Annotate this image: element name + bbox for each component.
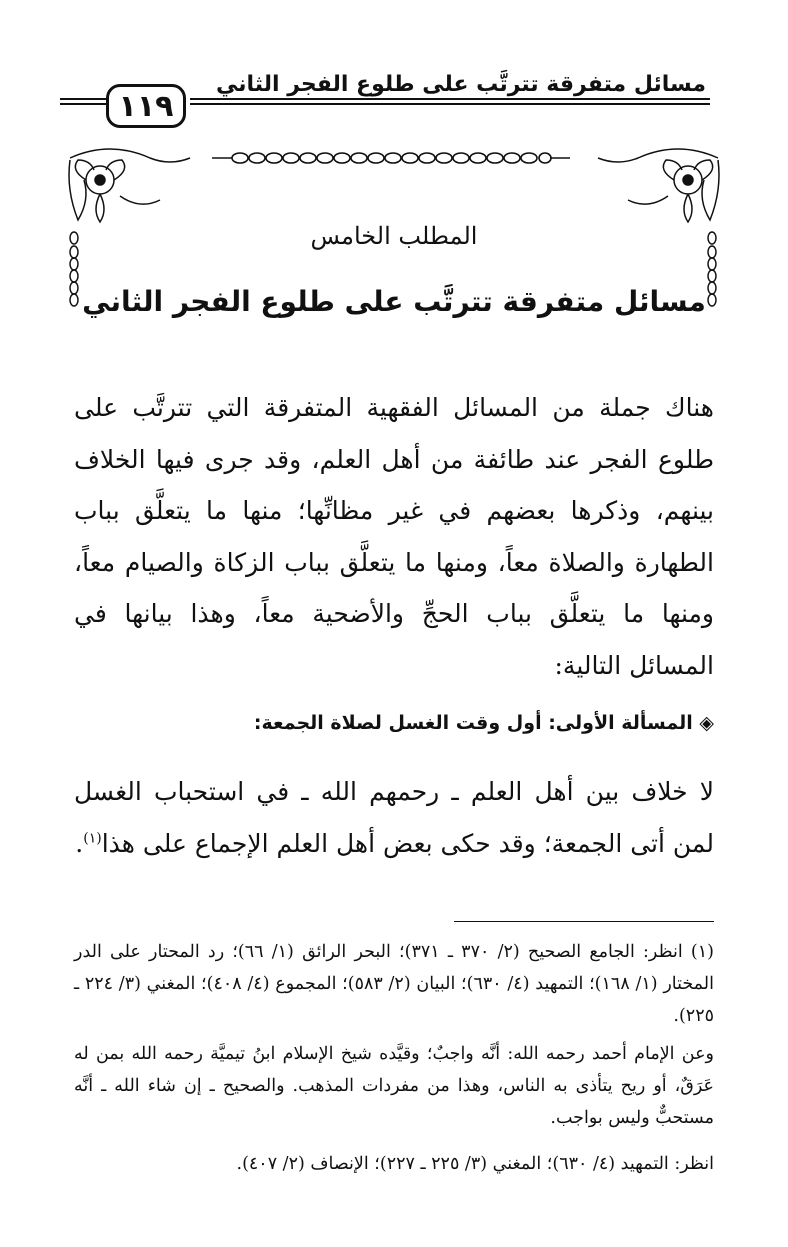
footnote-text: انظر: الجامع الصحيح (٢/ ٣٧٠ ـ ٣٧١)؛ البحر الرائق (١/ ٦٦)؛ رد المحتار على الدر المختار (١/ ١٦٨)؛ التمهيد (٤/ ٦٣٠)؛ البيان (٢/ ٥٨٣)؛ المجموع (٤/ ٤٠٨)؛ المغني (٣/ ٢٢٤ ـ ٢٢٥).: [74, 942, 714, 1026]
page-number: ١١٩: [106, 84, 186, 128]
ornament-frame: [0, 0, 788, 320]
footnote-separator: [454, 921, 714, 922]
issue-text: لا خلاف بين أهل العلم ـ رحمهم الله ـ في استحباب الغسل لمن أتى الجمعة؛ وقد حكى بعض أهل العلم الإجماع على هذا: [74, 777, 714, 858]
footnote-1-ref: انظر: التمهيد (٤/ ٦٣٠)؛ المغني (٣/ ٢٢٥ ـ ٢٢٧)؛ الإنصاف (٢/ ٤٠٧).: [236, 1154, 714, 1174]
ornament-chain-top: [212, 153, 570, 163]
diamond-bullet-icon: ◈: [699, 712, 714, 734]
section-label: المطلب الخامس: [310, 222, 478, 250]
issue-heading: [74, 712, 714, 734]
footnote-1-extra: وعن الإمام أحمد رحمه الله: أنَّه واجبٌ؛ وقيَّده شيخ الإسلام ابنُ تيميَّة رحمه الله بمن له عَرَقٌ، أو ريح يتأذى به الناس، وهذا من مفردات المذهب. والصحيح ـ إن شاء الله ـ أنَّه مستحبٌّ وليس بواجب.: [74, 1044, 714, 1128]
running-title: مسائل متفرقة تترتَّب على طلوع الفجر الثاني: [216, 72, 706, 97]
issue-end: .: [75, 828, 84, 858]
issue-heading-text: المسألة الأولى: أول وقت الغسل لصلاة الجمعة:: [253, 712, 693, 734]
footnote-number: (١): [690, 942, 714, 962]
intro-paragraph: هناك جملة من المسائل الفقهية المتفرقة التي تترتَّب على طلوع الفجر عند طائفة من أهل العلم، وقد جرى فيها الخلاف بينهم، وذكرها بعضهم في غير مظانِّها؛ منها ما يتعلَّق بباب الطهارة والصلاة معاً، ومنها ما يتعلَّق بباب الزكاة والصيام معاً، ومنها ما يتعلَّق بباب الحجِّ والأضحية معاً، وهذا بيانها في المسائل التالية:: [74, 393, 714, 680]
section-title: مسائل متفرقة تترتَّب على طلوع الفجر الثاني: [82, 285, 706, 318]
footnote-1: [74, 936, 714, 1032]
footnote-ref: (١): [83, 830, 102, 847]
issue-paragraph: [74, 766, 714, 869]
